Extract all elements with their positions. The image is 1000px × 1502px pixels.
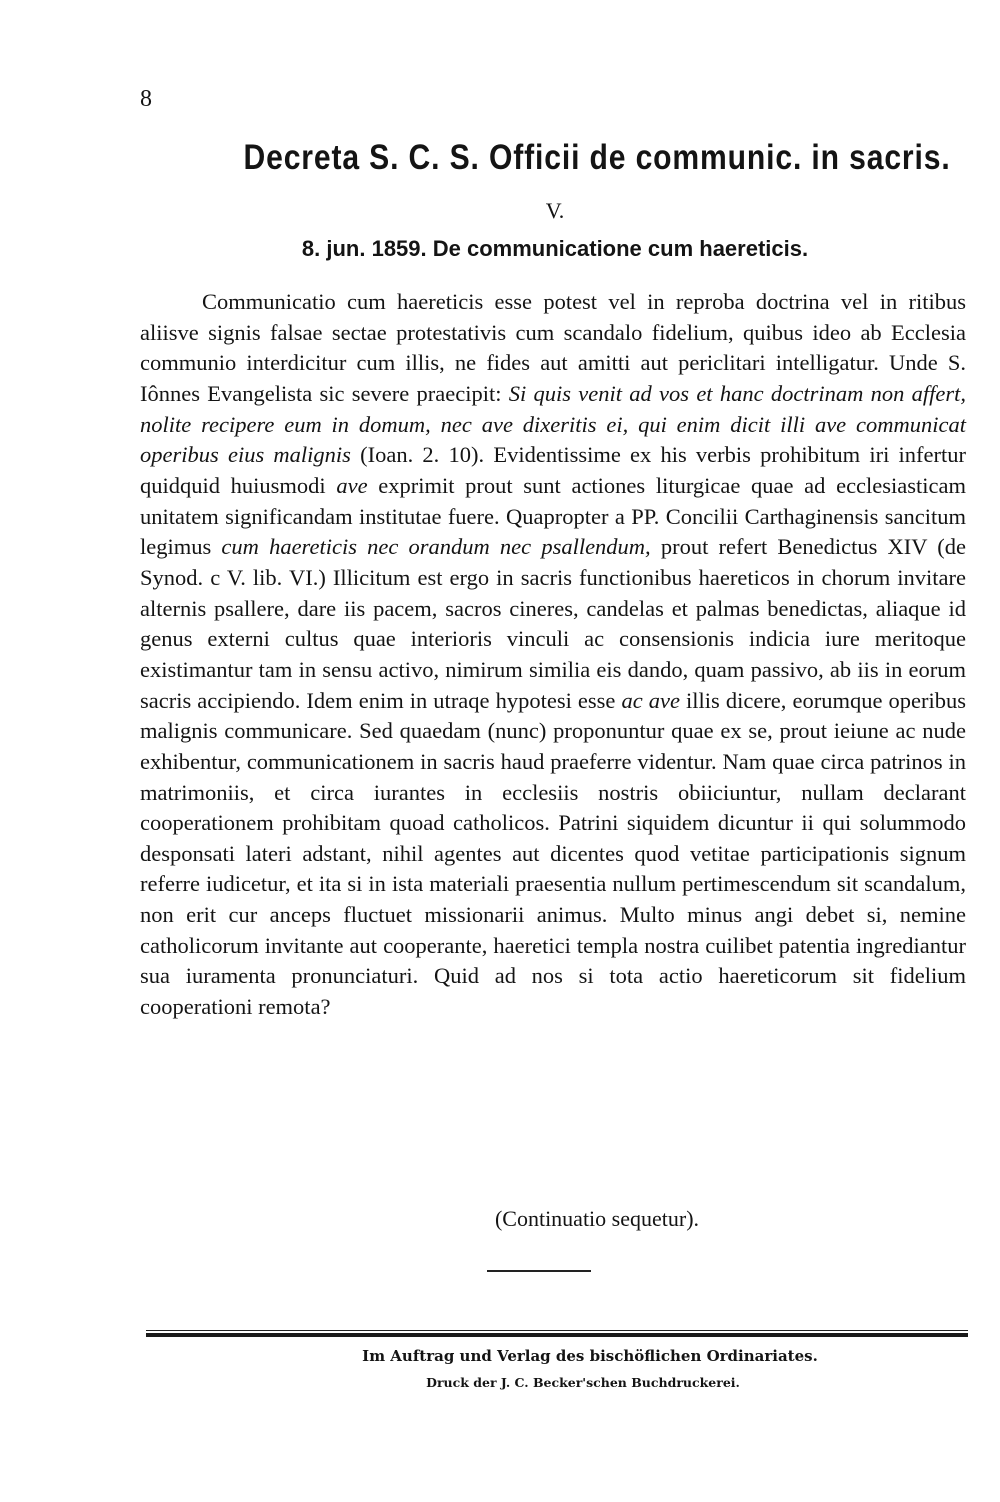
footer-rule-thin (146, 1330, 968, 1331)
continuation-note: (Continuatio sequetur). (494, 1206, 700, 1231)
body-text-run: prout refert Benedictus XIV (de Synod. c V. lib. VI.) Illicitum est ergo in sacris functionibus haereticos in chorum invitare alternis psallere, dare iis pacem, sacros cineres, candelas et palmas benedictas, aliaque id genus externi cultus quae interioris vinculi ac consensionis indicia iure meritoque existimantur tam in sensu activo, nimirum similia eis dando, quam passivo, ab iis in eorum sacris accipiendo. Idem enim in utraqe hypotesi esse (140, 534, 966, 713)
section-number: V. (545, 198, 565, 223)
decree-subtitle: 8. jun. 1859. De communicatione cum haereticis. (301, 236, 809, 261)
printer-credit: Druck der J. C. Becker'schen Buchdruckerei. (426, 1375, 740, 1390)
page-title: Decreta S. C. S. Officii de communic. in sacris. (243, 138, 951, 177)
body-paragraph (140, 287, 966, 1023)
council-quote: cum haereticis nec orandum nec psallendum, (221, 534, 651, 560)
section-divider (487, 1270, 591, 1272)
italic-term: ave (336, 472, 368, 498)
italic-term: ac ave (621, 687, 680, 713)
body-text-run: Communicatio cum haereticis esse potest vel in reproba doctrina vel in ritibus aliisve signis falsae sectae protestativis cum scandalo fidelium, quibus ideo ab Ecclesia communio interdicitur cum illis, ne fides aut amitti aut periclitari intelligatur. Unde S. Iônnes Evangelista sic severe praecipit: (140, 289, 966, 406)
footer-rule-thick (146, 1333, 968, 1337)
publisher-imprint: Im Auftrag und Verlag des bischöflichen Ordinariates. (362, 1347, 818, 1365)
body-text-run: exprimit prout sunt actiones liturgicae quae ad ecclesiasticam unitatem significandam institutae fuere. Quapropter a PP. Concilii Carthaginensis sancitum legimus (140, 472, 967, 560)
page-number: 8 (140, 86, 152, 112)
body-text-run: (Ioan. 2. 10). Evidentissime ex his verbis prohibitum iri infertur quidquid huiusmodi (140, 442, 966, 498)
body-text-run: illis dicere, eorumque operibus malignis communicare. Sed quaedam (nunc) proponuntur quae ex se, prout ieiune ac nude exhibentur, communicationem in sacris haud praeferre videntur. Nam quae circa patrinos in matrimoniis, et circa iurantes in ecclesiis nostris obiiciuntur, nullam declarant cooperationem prohibitam quoad catholicos. Patrini siquidem dicuntur ii qui solummodo desponsati lateri adstant, nihil agentes aut dicentes quod vetitae participationis signum referre iudicetur, et ita si in ista materiali praesentia nullum pertimescendum sit scandalum, non erit cur anceps fluctuet missionarii animus. Multo minus angi debet si, nemine catholicorum invitante aut cooperante, haeretici templa nostra cuilibet patentia ingrediantur sua iuramenta pronunciaturi. Quid ad nos si tota actio haereticorum sit fidelium cooperationi remota? (140, 687, 966, 1020)
scripture-quote: Si quis venit ad vos et hanc doctrinam non affert, nolite recipere eum in domum, nec ave dixeritis ei, qui enim dicit illi ave communicat operibus eius malignis (140, 380, 967, 468)
